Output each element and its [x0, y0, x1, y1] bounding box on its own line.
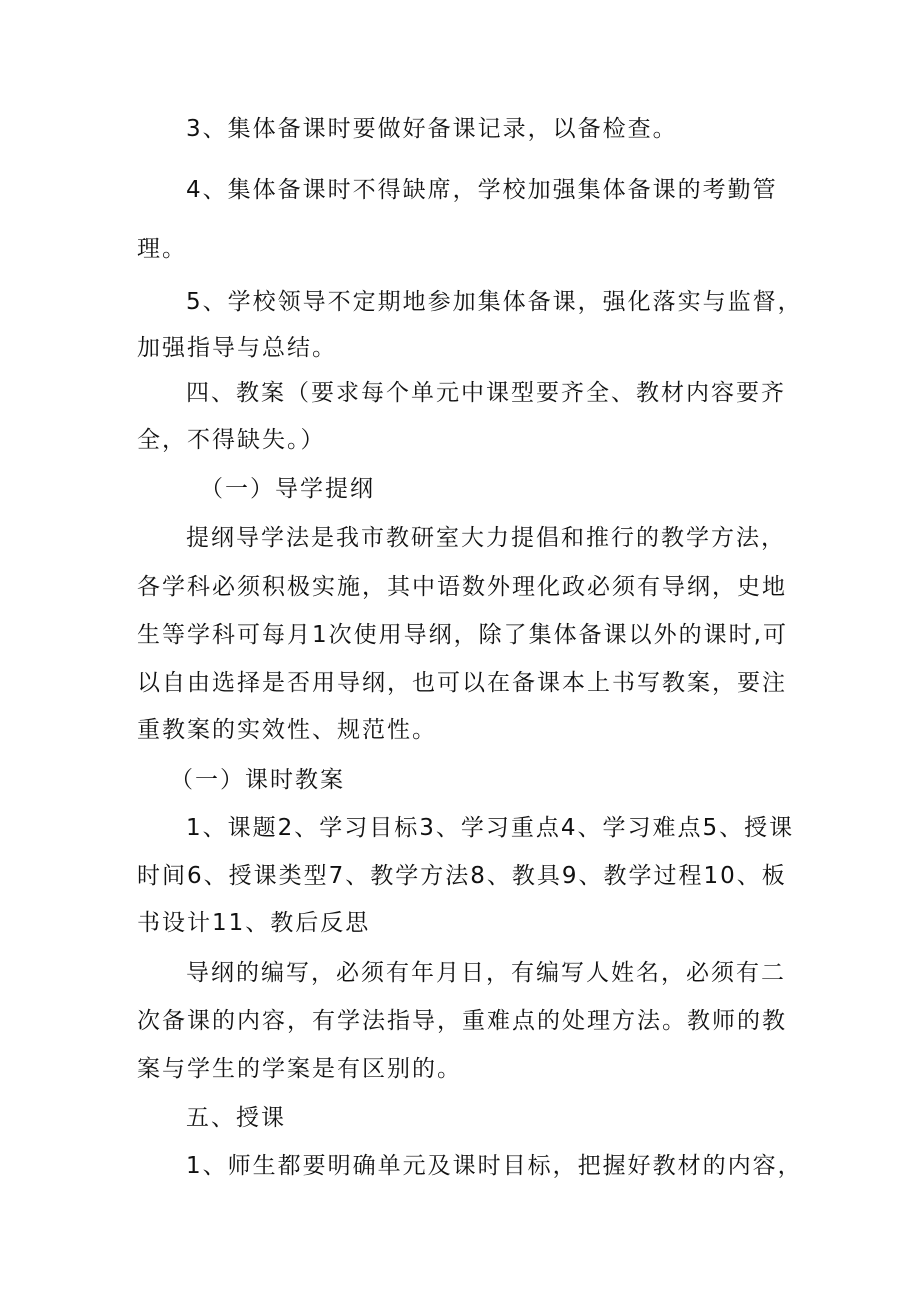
text-line: 次备课的内容，有学法指导，重难点的处理方法。教师的教 [137, 1008, 787, 1034]
section-heading: （一）课时教案 [170, 767, 345, 793]
text-line: 案与学生的学案是有区别的。 [137, 1056, 462, 1082]
text-line: 全，不得缺失。） [137, 427, 326, 453]
text-line: 1、师生都要明确单元及课时目标，把握好教材的内容， [186, 1153, 803, 1179]
section-heading: 五、授课 [186, 1105, 286, 1131]
text-line: 4、集体备课时不得缺席，学校加强集体备课的考勤管 [186, 177, 778, 203]
text-line: 四、教案（要求每个单元中课型要齐全、教材内容要齐 [186, 380, 786, 406]
section-heading: （一）导学提纲 [200, 476, 375, 502]
text-line: 理。 [137, 236, 187, 262]
text-line: 以自由选择是否用导纲，也可以在备课本上书写教案，要注 [137, 670, 787, 696]
text-line: 1、课题2、学习目标3、学习重点4、学习难点5、授课 [186, 815, 795, 841]
text-line: 3、集体备课时要做好备课记录，以备检查。 [186, 116, 678, 142]
text-line: 重教案的实效性、规范性。 [137, 717, 437, 743]
text-line: 5、学校领导不定期地参加集体备课，强化落实与监督， [186, 289, 803, 315]
text-line: 时间6、授课类型7、教学方法8、教具9、教学过程10、板 [137, 863, 787, 889]
text-line: 导纲的编写，必须有年月日，有编写人姓名，必须有二 [186, 960, 786, 986]
text-line: 书设计11、教后反思 [137, 910, 371, 936]
text-line: 加强指导与总结。 [137, 335, 337, 361]
text-line: 各学科必须积极实施，其中语数外理化政必须有导纲，史地 [137, 574, 787, 600]
text-line: 提纲导学法是我市教研室大力提倡和推行的教学方法， [186, 525, 786, 551]
text-line: 生等学科可每月1次使用导纲，除了集体备课以外的课时,可 [137, 622, 788, 648]
